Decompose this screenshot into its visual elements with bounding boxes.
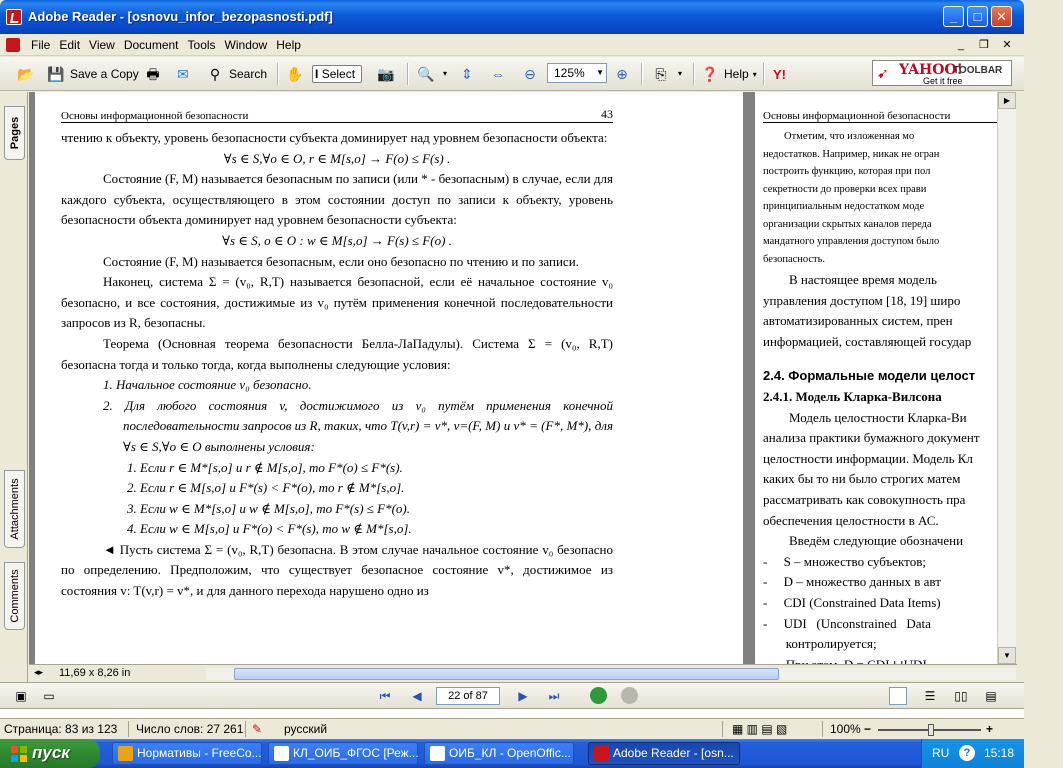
last-page-icon[interactable]: ⏭ [548,689,560,703]
pdf-page-right [755,92,1015,664]
split-view-icon[interactable]: ▭ [43,689,55,703]
taskbar-item-openoffice[interactable] [424,742,574,765]
page-header [61,106,613,123]
zoom-slider-knob[interactable] [928,724,934,736]
clock: 15:18 [984,746,1015,760]
yahoo-y-logo[interactable]: Y! [773,66,786,82]
paragraph: 1. Если r ∈ M*[s,o] и r ∉ M[s,o], то F*(o) ≤ F*(s). [127,459,403,475]
select-tool-button[interactable] [312,65,362,83]
text-line: Модель целостности Кларка-Ви [763,409,967,425]
zoom-level-field[interactable] [547,63,607,83]
adobe-reader-task-icon [594,746,609,761]
paragraph: 4. Если w ∈ M[s,o] и F*(o) < F*(s), то w ∉ M*[s,o]. [127,521,412,537]
text-line: контролируется; [763,636,877,652]
paragraph: 1. Начальное состояние v₀ безопасно. [103,377,312,393]
text-line: - UDI (Unconstrained Data [763,615,931,631]
taskbar-item-freecommander[interactable] [112,742,262,765]
snapshot-icon[interactable]: 📷 [377,66,395,82]
search-button[interactable]: Search [229,67,268,81]
tab-comments-label: Comments [8,569,21,623]
taskbar [0,739,1024,768]
yahoo-toolbar-icon: ➹ [877,65,889,81]
page-body-left [61,128,613,602]
text-line: безопасность. [763,253,826,265]
subsection-heading: 2.4.1. Модель Кларка-Вилсона [763,388,942,404]
pdf-page-left [35,92,743,664]
rotate-dropdown-icon[interactable]: ▾ [677,69,682,78]
page-number: 43 [601,107,613,121]
toolbar [0,57,1024,91]
previous-page-icon[interactable]: ◀ [412,689,422,703]
text-line: рассматривать как совокупность пра [763,491,966,507]
text-line: автоматизированных систем, прен [763,313,953,329]
tab-attachments[interactable] [4,470,25,548]
adobe-reader-icon [6,9,22,25]
tab-comments[interactable] [4,562,25,630]
view-layout-icons[interactable]: ▦ ▥ ▤ ▧ [732,722,788,736]
text-line: построить функцию, которая при пол [763,166,931,177]
text-line: недостатков. Например, никак не огран [763,148,940,160]
maximize-button[interactable]: □ [967,6,988,27]
zoom-in-icon[interactable]: ⊕ [616,66,628,82]
text-line: организации скрытых каналов переда [763,218,932,230]
zoom-percent: 100% [830,722,861,736]
tab-pages-label: Pages [8,116,21,150]
text-line: Отметим, что изложенная мо [763,131,915,142]
zoom-dropdown-icon[interactable]: ▾ [442,69,447,78]
paragraph: чтению к объекту, уровень безопасности субъекта доминирует над уровнем безопасности объекта: [61,130,608,145]
paragraph: Состояние (F, M) называется безопасным по записи (или * - безопасным) в случае, если для каждого субъекта, осуществляющего в этом состоянии доступ по записи к объекту, уровень безопасности объекта доминирует над уровнем безопасности субъекта: [61,171,613,228]
writer-document-icon [274,746,289,761]
scroll-left-arrow-icon[interactable]: ◂▸ [34,667,44,677]
taskbar-item-label: Нормативы - FreeCo... [137,746,262,760]
text-line: анализа практики бумажного документ [763,430,980,446]
menu-window[interactable]: Window [224,38,268,52]
paragraph: ∀s ∈ S,∀o ∈ O, r ∈ M[s,o] → F(o) ≤ F(s) . [223,150,451,166]
text-line: управления доступом [18, 19] широ [763,292,961,308]
rotate-view-icon[interactable]: ⎘ [655,66,667,82]
paragraph: 2. Для любого состояния v, достижимого из v₀ путём применения конечной последовательности запросов из R, таких, что T(v,r) = v*, v=(F, M) и v* = (F*, M*), для ∀s ∈ S,∀o ∈ O выполнены условия: [103,397,613,454]
text-line: секретности до проверки всех прави [763,183,927,195]
save-icon[interactable]: 💾 [47,66,65,82]
horizontal-scroll-thumb[interactable] [234,668,779,680]
paragraph: ◄ Пусть система Σ = (v₀, R,T) безопасна. В этом случае начальное состояние v₀ безопасно по определению. Предположим, что существует безопасное состояние v*, достижимое из состояния v: T(v,r) = v*, и для данного перехода нарушено одно из [61,541,613,599]
page-count-status: Страница: 83 из 123 [4,722,118,736]
yahoo-toolbar-label: TOOLBAR [953,65,1003,76]
select-label: Select [321,67,356,81]
close-button[interactable]: ✕ [991,6,1012,27]
print-icon[interactable]: 🖶 [146,66,160,82]
page-header-title: Основы информационной безопасности [61,110,249,122]
menu-tools[interactable]: Tools [187,38,216,52]
doc-close-button[interactable]: ✕ [1002,39,1012,51]
title-bar [0,0,1024,34]
doc-restore-button[interactable]: ❐ [979,39,989,51]
page-header-right-title: Основы информационной безопасности [763,110,951,122]
text-line: целостности информации. Модель Кл [763,450,973,466]
next-page-icon[interactable]: ▶ [518,689,528,703]
scroll-down-arrow-icon[interactable]: ▼ [998,647,1016,664]
text-line: принципиальным недостатком моде [763,201,925,212]
yahoo-logo: YAHOO! [899,62,963,78]
continuous-icon[interactable]: ☰ [924,689,936,703]
text-line: - D – множество данных в авт [763,574,941,590]
fit-width-icon[interactable]: ⇔ [491,66,505,82]
text-line: - CDI (Constrained Data Items) [763,594,941,610]
zoom-in-tool-icon[interactable]: 🔍 [417,66,435,82]
document-view[interactable] [29,92,997,664]
background-window-strip [0,708,1024,718]
binoculars-icon: ⚲ [209,66,221,82]
help-tray-icon[interactable]: ? [959,745,975,761]
windows-logo-icon [10,745,28,763]
taskbar-item-adobe-reader[interactable] [588,742,740,765]
doc-minimize-button[interactable]: _ [957,39,965,51]
paragraph: Теорема (Основная теорема безопасности Белла-ЛаПадулы). Система Σ = (v₀, R,T) безопасна тогда и только тогда, когда выполнены следующие условия: [61,335,613,372]
facing-icon[interactable]: ▯▯ [954,689,968,703]
paragraph: ∀s ∈ S, o ∈ O : w ∈ M[s,o] → F(s) ≤ F(o) . [222,232,452,248]
help-icon: ❓ [701,66,719,82]
fit-page-icon[interactable]: ⇕ [461,66,473,82]
hand-tool-icon[interactable]: ✋ [286,66,304,82]
zoom-out-icon[interactable]: ⊖ [524,66,536,82]
layout-icon[interactable]: ▣ [15,689,27,703]
text-line: В настоящее время модель [763,272,937,287]
menu-edit[interactable]: Edit [59,38,81,52]
page-navigation-bar [0,682,1024,708]
system-tray [921,739,1024,768]
word-count-status: Число слов: 27 261 [136,722,244,736]
text-line: информацией, составляющей государ [763,333,972,349]
open-folder-icon[interactable]: 📂 [17,66,35,82]
text-line: каких бы то ни было строгих матем [763,471,961,487]
minimize-button[interactable]: _ [943,6,964,27]
zoom-level-dropdown-icon[interactable]: ▼ [596,68,604,77]
text-cursor-icon: I [315,67,319,81]
tab-pages[interactable] [4,106,25,160]
text-line: Введём следующие обозначени [763,533,964,549]
menu-document[interactable]: Document [123,38,179,52]
menu-items [28,38,307,52]
zoom-slider[interactable] [878,729,981,731]
yahoo-get-it-free: Get it free [923,76,963,86]
window-title: Adobe Reader - [osnovu_infor_bezopasnosti.pdf] [28,9,333,24]
start-label: пуск [32,743,70,762]
taskbar-item-label: ОИБ_КЛ - OpenOffic... [449,746,571,760]
go-back-icon[interactable] [590,687,607,704]
continuous-facing-icon[interactable]: ▤ [985,689,997,703]
zoom-level-value: 125% [554,66,585,80]
navigation-panel [0,92,28,682]
menu-help[interactable]: Help [276,38,301,52]
zoom-plus-icon[interactable]: + [986,722,994,736]
email-icon[interactable]: ✉ [177,66,189,82]
horizontal-scrollbar [29,664,1017,682]
vertical-scrollbar[interactable] [997,92,1016,664]
yahoo-toolbar-banner[interactable] [872,60,1012,86]
text-line: мандатного управления доступом было [763,236,940,247]
page-size-label: 11,69 x 8,26 in [59,667,131,679]
language-indicator[interactable]: RU [932,746,950,760]
tab-attachments-label: Attachments [8,478,21,540]
go-forward-icon[interactable] [621,687,638,704]
menu-file[interactable]: File [31,38,51,52]
taskbar-item-label: КЛ_ОИБ_ФГОС [Реж... [293,746,419,760]
page-body-right [763,128,1063,696]
page-number-field[interactable]: 22 of 87 [436,687,500,705]
section-heading: 2.4. Формальные модели целост [763,368,976,384]
taskbar-item-kl-oib[interactable] [268,742,418,765]
paragraph: 2. Если r ∈ M[s,o] и F*(s) < F*(o), то r ∉ M*[s,o]. [127,480,405,496]
save-copy-button[interactable]: Save a Copy [70,67,139,81]
start-button[interactable] [0,739,100,768]
language-status[interactable]: русский [284,722,328,736]
text-line: - S – множество субъектов; [763,553,926,569]
text-line: обеспечения целостности в АС. [763,512,939,528]
zoom-minus-icon[interactable]: − [864,722,872,736]
freecommander-icon [118,746,133,761]
menu-bar [0,34,1024,56]
single-page-icon[interactable] [889,687,907,705]
scroll-right-arrow-icon[interactable]: ▶ [998,92,1016,109]
first-page-icon[interactable]: ⏮ [379,689,391,703]
paragraph: Наконец, система Σ = (v₀, R,T) называется безопасной, если её начальное состояние v₀ безопасно, и все состояния, достижимые из v₀ путём применения конечной последовательности запросов из R, безопасны. [61,274,613,331]
openoffice-icon [430,746,445,761]
menu-view[interactable]: View [89,38,115,52]
taskbar-item-label: Adobe Reader - [osn... [613,746,734,760]
spellcheck-icon[interactable]: ✎ [252,722,263,736]
paragraph: Состояние (F, M) называется безопасным, если оно безопасно по чтению и по записи. [103,253,579,269]
page-header-right [763,106,1015,123]
document-icon[interactable] [6,38,20,52]
writer-status-bar [0,718,1024,739]
help-button[interactable]: Help [724,67,749,81]
help-dropdown-icon[interactable]: ▾ [752,69,757,79]
paragraph: 3. Если w ∈ M*[s,o] и w ∉ M[s,o], то F*(s) ≤ F*(o). [127,500,411,516]
